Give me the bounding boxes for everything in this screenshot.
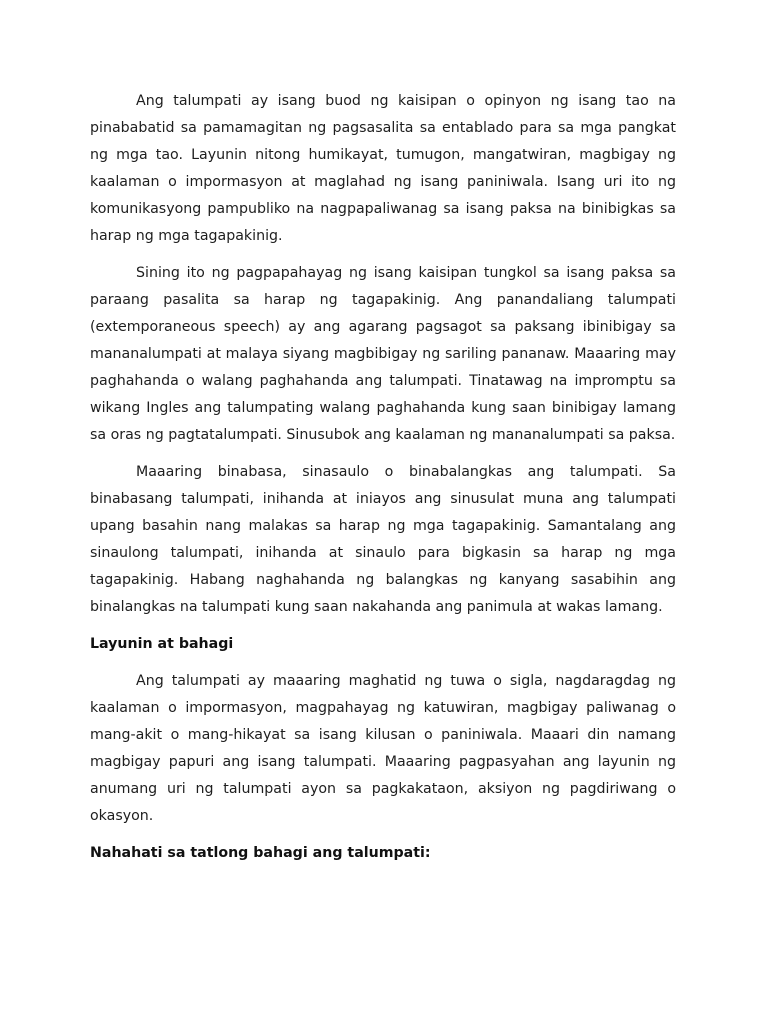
paragraph-sining: Sining ito ng pagpapahayag ng isang kaisipan tungkol sa isang paksa sa paraang pasalita sa harap ng tagapakinig. Ang panandaliang talumpati (extemporaneous speech) ay ang agarang pagsagot sa paksang ibinibigay sa mananalumpati at malaya siyang magbibigay ng sariling pananaw. Maaaring may paghahanda o walang paghahanda ang talumpati. Tinatawag na impromptu sa wikang Ingles ang talumpating walang paghahanda kung saan binibigay lamang sa oras ng pagtatalumpati. Sinusubok ang kaalaman ng mananalumpati sa paksa. [90, 265, 676, 443]
heading-layunin: Layunin at bahagi [90, 636, 234, 652]
heading-bahagi: Nahahati sa tatlong bahagi ang talumpati: [90, 845, 431, 861]
paragraph-intro: Ang talumpati ay isang buod ng kaisipan o opinyon ng isang tao na pinababatid sa pamamagitan ng pagsasalita sa entablado para sa mga pangkat ng mga tao. Layunin nitong humikayat, tumugon, mangatwiran, magbigay ng kaalaman o impormasyon at maglahad ng isang paniniwala. Isang uri ito ng komunikasyong pampubliko na nagpapaliwanag sa isang paksa na binibigkas sa harap ng mga tagapakinig. [90, 93, 676, 244]
paragraph-uri: Maaaring binabasa, sinasaulo o binabalangkas ang talumpati. Sa binabasang talumpati, inihanda at iniayos ang sinusulat muna ang talumpati upang basahin nang malakas sa harap ng mga tagapakinig. Samantalang ang sinaulong talumpati, inihanda at sinaulo para bigkasin sa harap ng mga tagapakinig. Habang naghahanda ng balangkas ng kanyang sasabihin ang binalangkas na talumpati kung saan nakahanda ang panimula at wakas lamang. [90, 464, 676, 615]
paragraph-layunin: Ang talumpati ay maaaring maghatid ng tuwa o sigla, nagdaragdag ng kaalaman o impormasyon, magpahayag ng katuwiran, magbigay paliwanag o mang-akit o mang-hikayat sa isang kilusan o paniniwala. Maaari din namang magbigay papuri ang isang talumpati. Maaaring pagpasyahan ang layunin ng anumang uri ng talumpati ayon sa pagkakataon, aksiyon ng pagdiriwang o okasyon. [90, 673, 676, 824]
document-page [90, 88, 676, 877]
